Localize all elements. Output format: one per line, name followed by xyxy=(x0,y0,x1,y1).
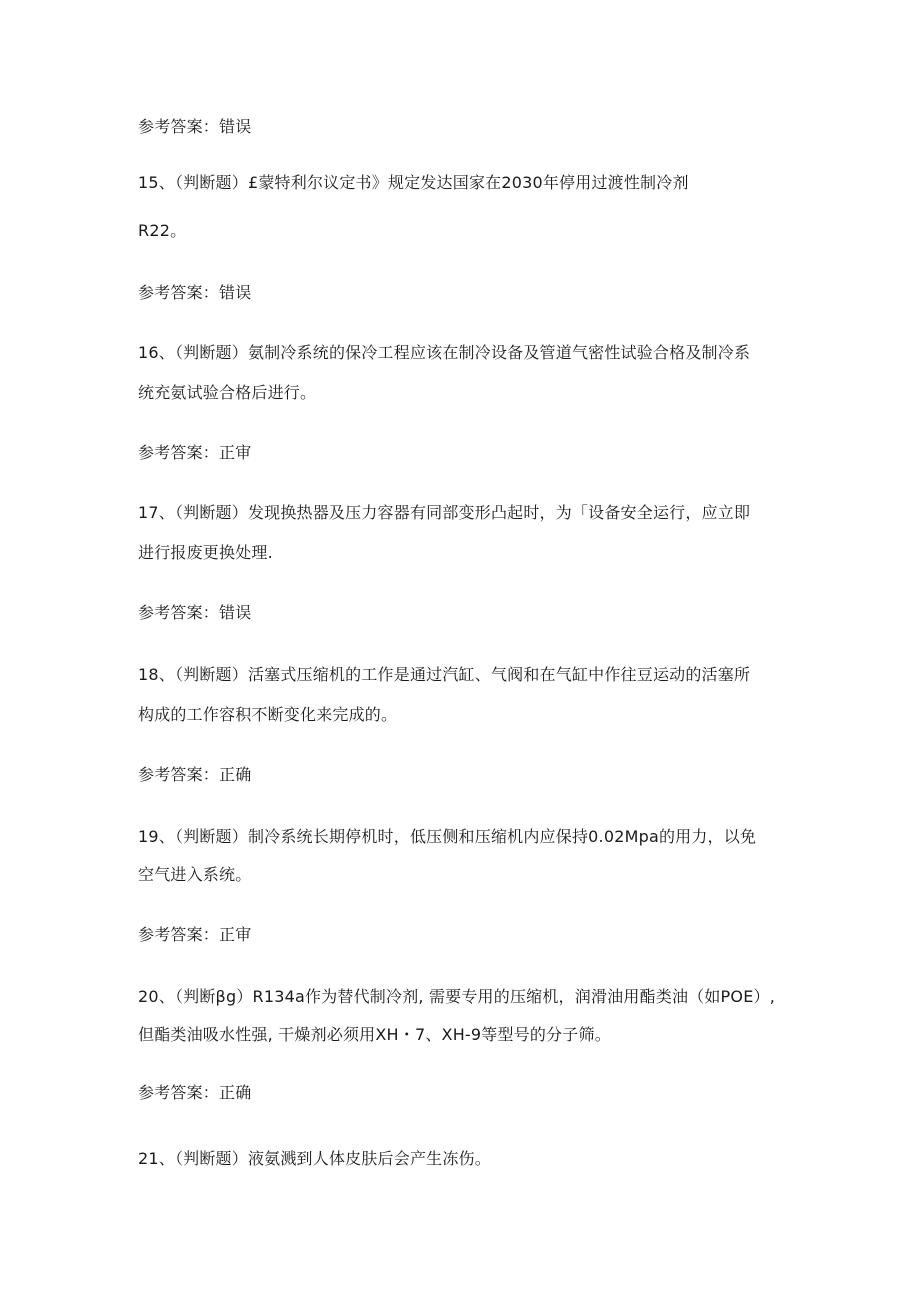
question-16-line-2: 统充氨试验合格后进行。 xyxy=(138,383,317,402)
question-16-line-1: 16、（判断题）氨制冷系统的保冷工程应该在制冷设备及管道气密性试验合格及制冷系 xyxy=(138,343,751,362)
question-17-line-1: 17、（判断题）发现换热器及压力容器有同部变形凸起时，为「设备安全运行，应立即 xyxy=(138,503,751,522)
answer-19: 参考答案：正审 xyxy=(138,925,252,944)
question-20-line-2: 但酯类油吸水性强, 干燥剂必须用XH・7、XH-9等型号的分子筛。 xyxy=(138,1025,611,1044)
question-19-line-2: 空气进入系统。 xyxy=(138,865,252,884)
question-18-line-1: 18、（判断题）活塞式压缩机的工作是通过汽缸、气阀和在气缸中作往豆运动的活塞所 xyxy=(138,665,751,684)
answer-16: 参考答案：正审 xyxy=(138,443,252,462)
question-21-line-1: 21、（判断题）液氨溅到人体皮肤后会产生冻伤。 xyxy=(138,1149,491,1168)
question-18-line-2: 构成的工作容积不断变化来完成的。 xyxy=(138,705,398,724)
question-20-line-1: 20、（判断βg）R134a作为替代制冷剂, 需要专用的压缩机，润滑油用酯类油（如POE）, xyxy=(138,987,775,1006)
question-15-line-1: 15、（判断题）£蒙特利尔议定书》规定发达国家在2030年停用过渡性制冷剂 xyxy=(138,173,689,192)
answer-20: 参考答案：正确 xyxy=(138,1083,252,1102)
answer-15: 参考答案：错误 xyxy=(138,283,252,302)
question-15-line-2: R22。 xyxy=(138,221,187,240)
question-19-line-1: 19、（判断题）制冷系统长期停机时，低压侧和压缩机内应保持0.02Mpa的用力，以免 xyxy=(138,827,757,846)
question-17-line-2: 进行报废更换处理. xyxy=(138,543,273,562)
answer-17: 参考答案：错误 xyxy=(138,603,252,622)
answer-14: 参考答案：错误 xyxy=(138,117,252,136)
answer-18: 参考答案：正确 xyxy=(138,765,252,784)
